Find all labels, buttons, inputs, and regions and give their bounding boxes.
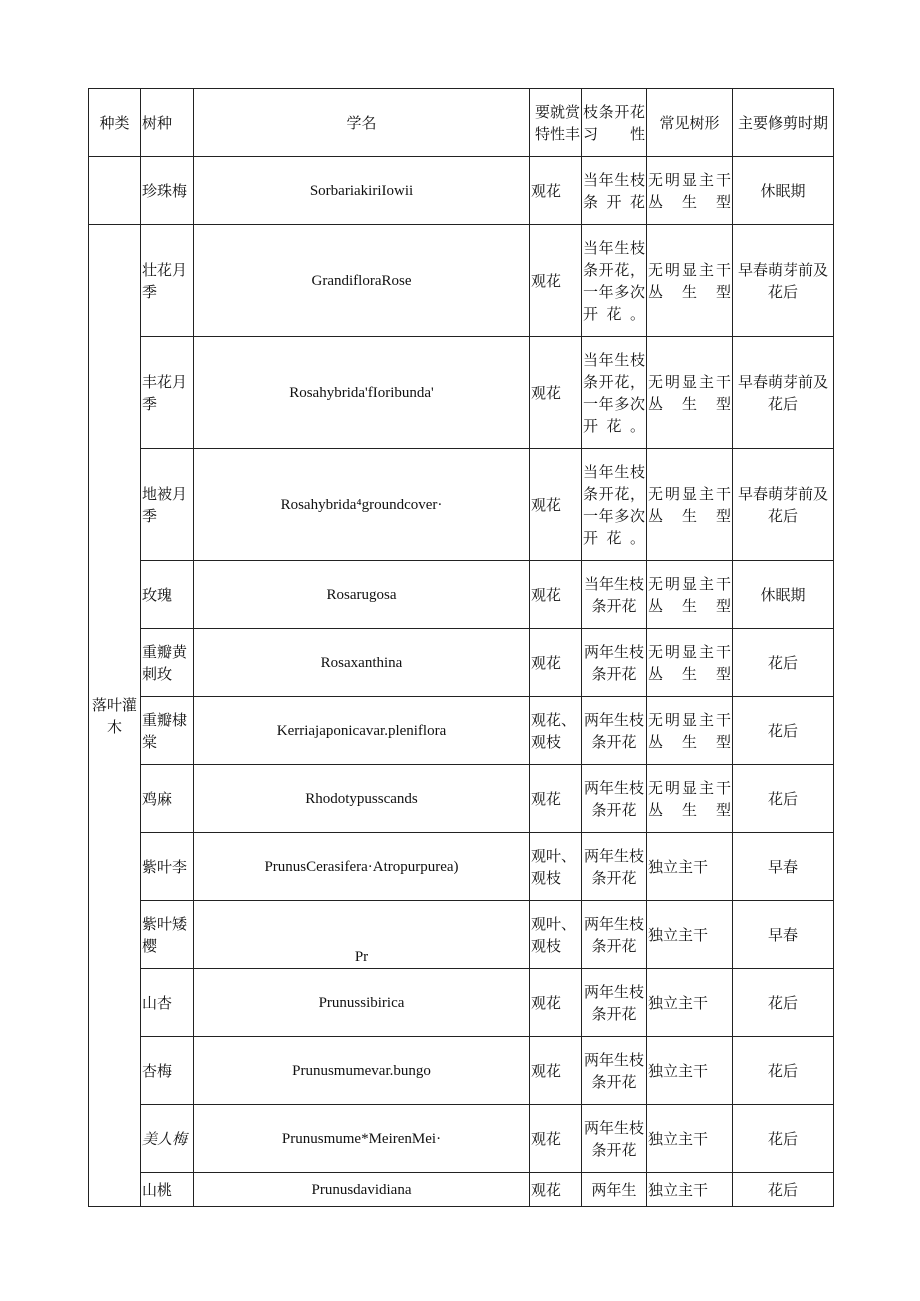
habit: 两年生 [582,1173,647,1207]
scientific-name: Rosaxanthina [194,629,530,697]
table-row [89,225,834,337]
scientific-name: Rhodotypusscands [194,765,530,833]
table-row [89,901,834,969]
table-row [89,1105,834,1173]
scientific-name: Prunusdavidiana [194,1173,530,1207]
habit: 两年生枝条开花 [582,969,647,1037]
scientific-name: Rosahybrida'fIoribunda' [194,337,530,449]
header-species: 树种 [141,89,194,157]
tree-form: 无明显主干丛生型 [647,629,733,697]
tree-form: 独立主干 [647,1173,733,1207]
species-name: 鸡麻 [141,765,194,833]
feature: 观花、观枝 [530,697,582,765]
species-name: 壮花月季 [141,225,194,337]
table-row [89,629,834,697]
table-row [89,449,834,561]
habit: 当年生枝条开花，一年多次开花。 [582,337,647,449]
tree-form: 无明显主干丛生型 [647,337,733,449]
scientific-name: Prunusmumevar.bungo [194,1037,530,1105]
prune-time: 早春萌芽前及花后 [733,225,834,337]
habit: 当年生枝条开花，一年多次开花。 [582,449,647,561]
tree-form: 无明显主干丛生型 [647,449,733,561]
feature: 观花 [530,765,582,833]
prune-time: 早春萌芽前及花后 [733,449,834,561]
table-row [89,561,834,629]
tree-form: 无明显主干丛生型 [647,561,733,629]
habit: 两年生枝条开花 [582,629,647,697]
prune-time: 花后 [733,697,834,765]
table-row [89,1173,834,1207]
habit: 两年生枝条开花 [582,833,647,901]
prune-time: 花后 [733,1105,834,1173]
feature: 观花 [530,1037,582,1105]
prune-time: 休眠期 [733,157,834,225]
feature: 观花 [530,449,582,561]
species-name: 玫瑰 [141,561,194,629]
scientific-name: Rosarugosa [194,561,530,629]
table-row [89,1037,834,1105]
feature: 观花 [530,1105,582,1173]
habit: 当年生枝条开花，一年多次开花。 [582,225,647,337]
species-name: 丰花月季 [141,337,194,449]
header-scientific-name: 学名 [194,89,530,157]
tree-form: 独立主干 [647,1105,733,1173]
tree-form: 无明显主干丛生型 [647,225,733,337]
species-name: 地被月季 [141,449,194,561]
prune-time: 花后 [733,629,834,697]
habit: 两年生枝条开花 [582,765,647,833]
tree-form: 独立主干 [647,901,733,969]
scientific-name: Prunusmume*MeirenMei· [194,1105,530,1173]
habit: 当年生枝条开花 [582,157,647,225]
feature: 观叶、观枝 [530,901,582,969]
habit: 两年生枝条开花 [582,1037,647,1105]
prune-time: 早春 [733,833,834,901]
scientific-name: SorbariakiriIowii [194,157,530,225]
feature: 观花 [530,561,582,629]
header-prune-time: 主要修剪时期 [733,89,834,157]
species-name: 美人梅 [141,1105,194,1173]
habit: 两年生枝条开花 [582,1105,647,1173]
table-row [89,969,834,1037]
category-cell-empty [89,157,141,225]
header-feature: 要就赏特性丰 [530,89,582,157]
category-group-label: 落叶灌木 [89,225,141,1207]
species-name: 山桃 [141,1173,194,1207]
scientific-name: PrunusCerasifera·Atropurpurea) [194,833,530,901]
header-habit: 枝条开花习性 [582,89,647,157]
feature: 观花 [530,1173,582,1207]
species-name: 杏梅 [141,1037,194,1105]
species-name: 重瓣黄刺玫 [141,629,194,697]
scientific-name: Prunussibirica [194,969,530,1037]
species-name: 山杏 [141,969,194,1037]
pruning-table [88,88,834,1207]
feature: 观花 [530,225,582,337]
prune-time: 休眠期 [733,561,834,629]
scientific-name: Pr [194,901,530,969]
scientific-name: GrandifloraRose [194,225,530,337]
prune-time: 早春 [733,901,834,969]
table-row [89,833,834,901]
prune-time: 花后 [733,1037,834,1105]
scientific-name: Rosahybrida⁴groundcover· [194,449,530,561]
prune-time: 早春萌芽前及花后 [733,337,834,449]
prune-time: 花后 [733,765,834,833]
feature: 观花 [530,969,582,1037]
scientific-name: Kerriajaponicavar.pleniflora [194,697,530,765]
tree-form: 独立主干 [647,1037,733,1105]
table-row [89,157,834,225]
table-row [89,697,834,765]
species-name: 珍珠梅 [141,157,194,225]
habit: 当年生枝条开花 [582,561,647,629]
feature: 观花 [530,337,582,449]
tree-form: 独立主干 [647,969,733,1037]
header-row [89,89,834,157]
habit: 两年生枝条开花 [582,901,647,969]
tree-form: 独立主干 [647,833,733,901]
feature: 观叶、观枝 [530,833,582,901]
prune-time: 花后 [733,969,834,1037]
table-row [89,765,834,833]
header-form: 常见树形 [647,89,733,157]
feature: 观花 [530,157,582,225]
species-name: 紫叶李 [141,833,194,901]
tree-form: 无明显主干丛生型 [647,697,733,765]
species-name: 紫叶矮樱 [141,901,194,969]
prune-time: 花后 [733,1173,834,1207]
header-category: 种类 [89,89,141,157]
table-row [89,337,834,449]
tree-form: 无明显主干丛生型 [647,765,733,833]
species-name: 重瓣棣棠 [141,697,194,765]
tree-form: 无明显主干丛生型 [647,157,733,225]
feature: 观花 [530,629,582,697]
habit: 两年生枝条开花 [582,697,647,765]
